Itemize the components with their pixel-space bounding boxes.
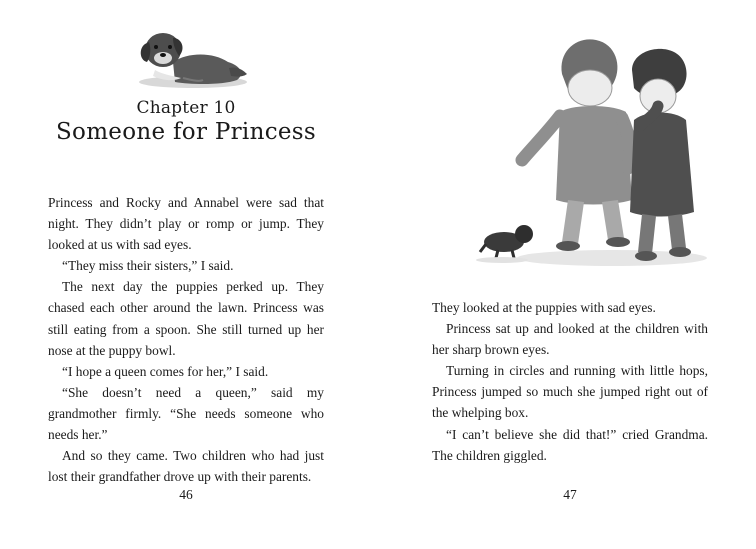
page-number: 46 — [179, 487, 193, 502]
chapter-number: Chapter 10 — [136, 98, 236, 118]
paragraph: “They miss their sisters,” I said. — [62, 258, 234, 274]
chapter-title: Someone for Princess — [55, 119, 316, 145]
right-page-body — [432, 297, 708, 466]
paragraph: “I hope a queen comes for her,” I said. — [62, 363, 269, 379]
left-page-body — [48, 192, 324, 487]
paragraph: The next day the puppies perked up. They chased each other around the lawn. Princess was still eating from a spoon. She still turned up her nose at the puppy bowl. — [48, 279, 324, 358]
paragraph: Princess and Rocky and Annabel were sad that night. They didn’t play or romp or jump. They looked at us with sad eyes. — [48, 195, 324, 253]
paragraph: They looked at the puppies with sad eyes. — [432, 300, 656, 315]
paragraph: “I can’t believe she did that!” cried Grandma. The children giggled. — [432, 426, 708, 463]
paragraph: Turning in circles and running with little hops, Princess jumped so much she jumped right out of the whelping box. — [432, 363, 708, 421]
paragraph: “She doesn’t need a queen,” said my grandmother firmly. “She needs someone who needs her.” — [48, 384, 324, 443]
sleeping-puppy-illustration — [133, 22, 251, 94]
page-number: 47 — [563, 487, 577, 502]
children-with-puppy-illustration — [462, 30, 707, 275]
paragraph: And so they came. Two children who had just lost their grandfather drove up with their parents. — [48, 448, 324, 485]
paragraph: Princess sat up and looked at the children with her sharp brown eyes. — [432, 321, 708, 358]
right-page — [378, 0, 756, 549]
